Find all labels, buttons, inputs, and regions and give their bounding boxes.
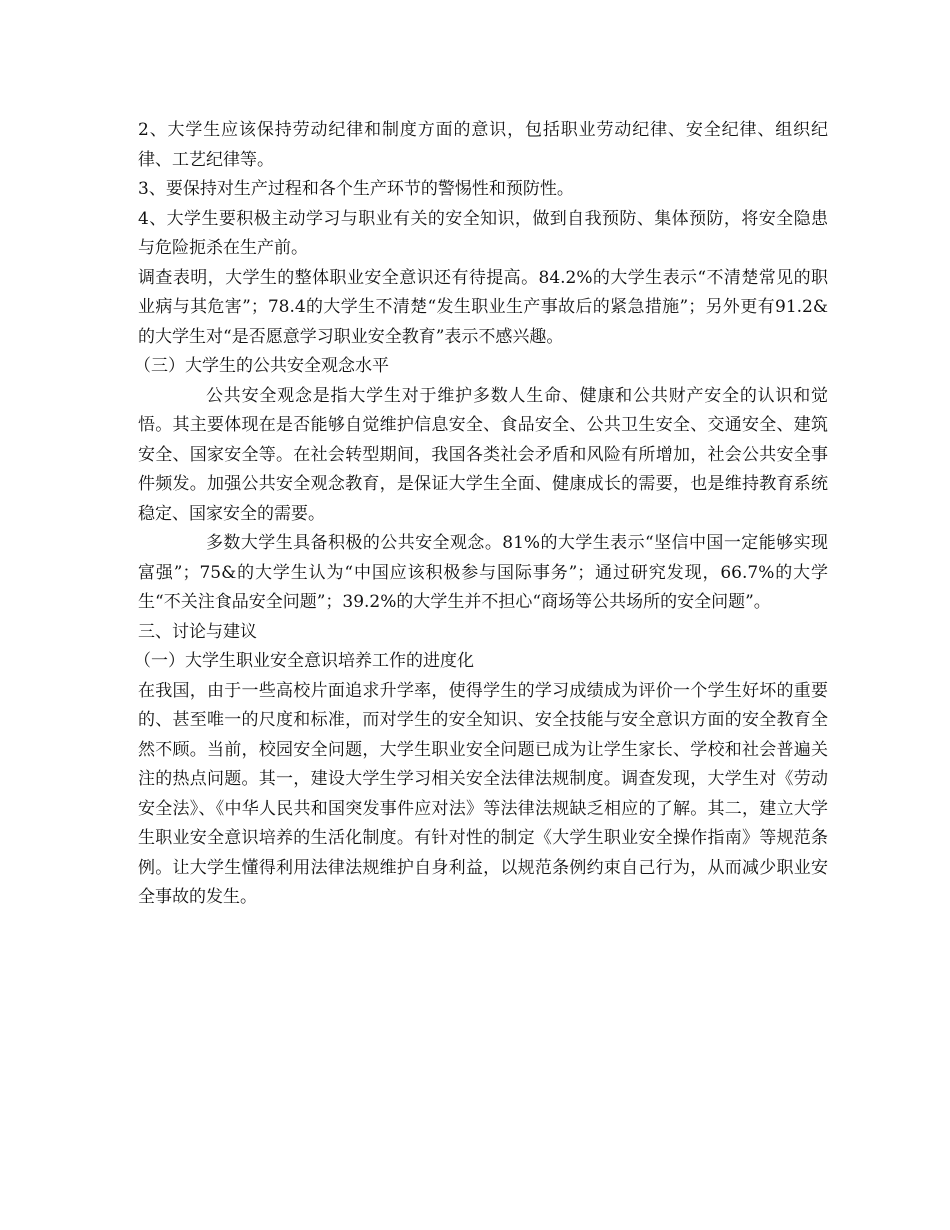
paragraph-item-3: 3、要保持对生产过程和各个生产环节的警惕性和预防性。 bbox=[138, 179, 574, 199]
document-body bbox=[134, 116, 828, 913]
paragraph-item-4: 4、大学生要积极主动学习与职业有关的安全知识，做到自我预防、集体预防，将安全隐患与危险扼杀在生产前。 bbox=[138, 208, 828, 258]
paragraph-china-education: 在我国，由于一些高校片面追求升学率，使得学生的学习成绩成为评价一个学生好坏的重要的、甚至唯一的尺度和标准，而对学生的安全知识、安全技能与安全意识方面的安全教育全然不顾。当前，校园安全问题，大学生职业安全问题已成为让学生家长、学校和社会普遍关注的热点问题。其一，建设大学生学习相关安全法律法规制度。调查发现，大学生对《劳动安全法》、《中华人民共和国突发事件应对法》等法律法规缺乏相应的了解。其二，建立大学生职业安全意识培养的生活化制度。有针对性的制定《大学生职业安全操作指南》等规范条例。让大学生懂得利用法律法规维护自身利益，以规范条例约束自己行为，从而减少职业安全事故的发生。 bbox=[138, 680, 828, 907]
paragraph-survey-occupational: 调查表明，大学生的整体职业安全意识还有待提高。84.2%的大学生表示“不清楚常见的职业病与其危害”；78.4的大学生不清楚“发生职业生产事故后的紧急措施”；另外更有91.2&的大学生对“是否愿意学习职业安全教育”表示不感兴趣。 bbox=[138, 267, 828, 347]
subsection-heading-progress: （一）大学生职业安全意识培养工作的进度化 bbox=[134, 651, 474, 671]
paragraph-public-safety-survey: 多数大学生具备积极的公共安全观念。81%的大学生表示“坚信中国一定能够实现富强”；75&的大学生认为“中国应该积极参与国际事务”；通过研究发现，66.7%的大学生“不关注食品安全问题”；39.2%的大学生并不担心“商场等公共场所的安全问题”。 bbox=[138, 533, 828, 612]
section-heading-public-safety: （三）大学生的公共安全观念水平 bbox=[134, 356, 389, 376]
section-heading-discussion: 三、讨论与建议 bbox=[138, 621, 257, 642]
paragraph-item-2: 2、大学生应该保持劳动纪律和制度方面的意识，包括职业劳动纪律、安全纪律、组织纪律、工艺纪律等。 bbox=[138, 120, 828, 170]
paragraph-public-safety-definition: 公共安全观念是指大学生对于维护多数人生命、健康和公共财产安全的认识和觉悟。其主要体现在是否能够自觉维护信息安全、食品安全、公共卫生安全、交通安全、建筑安全、国家安全等。在社会转型期间，我国各类社会矛盾和风险有所增加，社会公共安全事件频发。加强公共安全观念教育，是保证大学生全面、健康成长的需要，也是维持教育系统稳定、国家安全的需要。 bbox=[138, 385, 828, 524]
